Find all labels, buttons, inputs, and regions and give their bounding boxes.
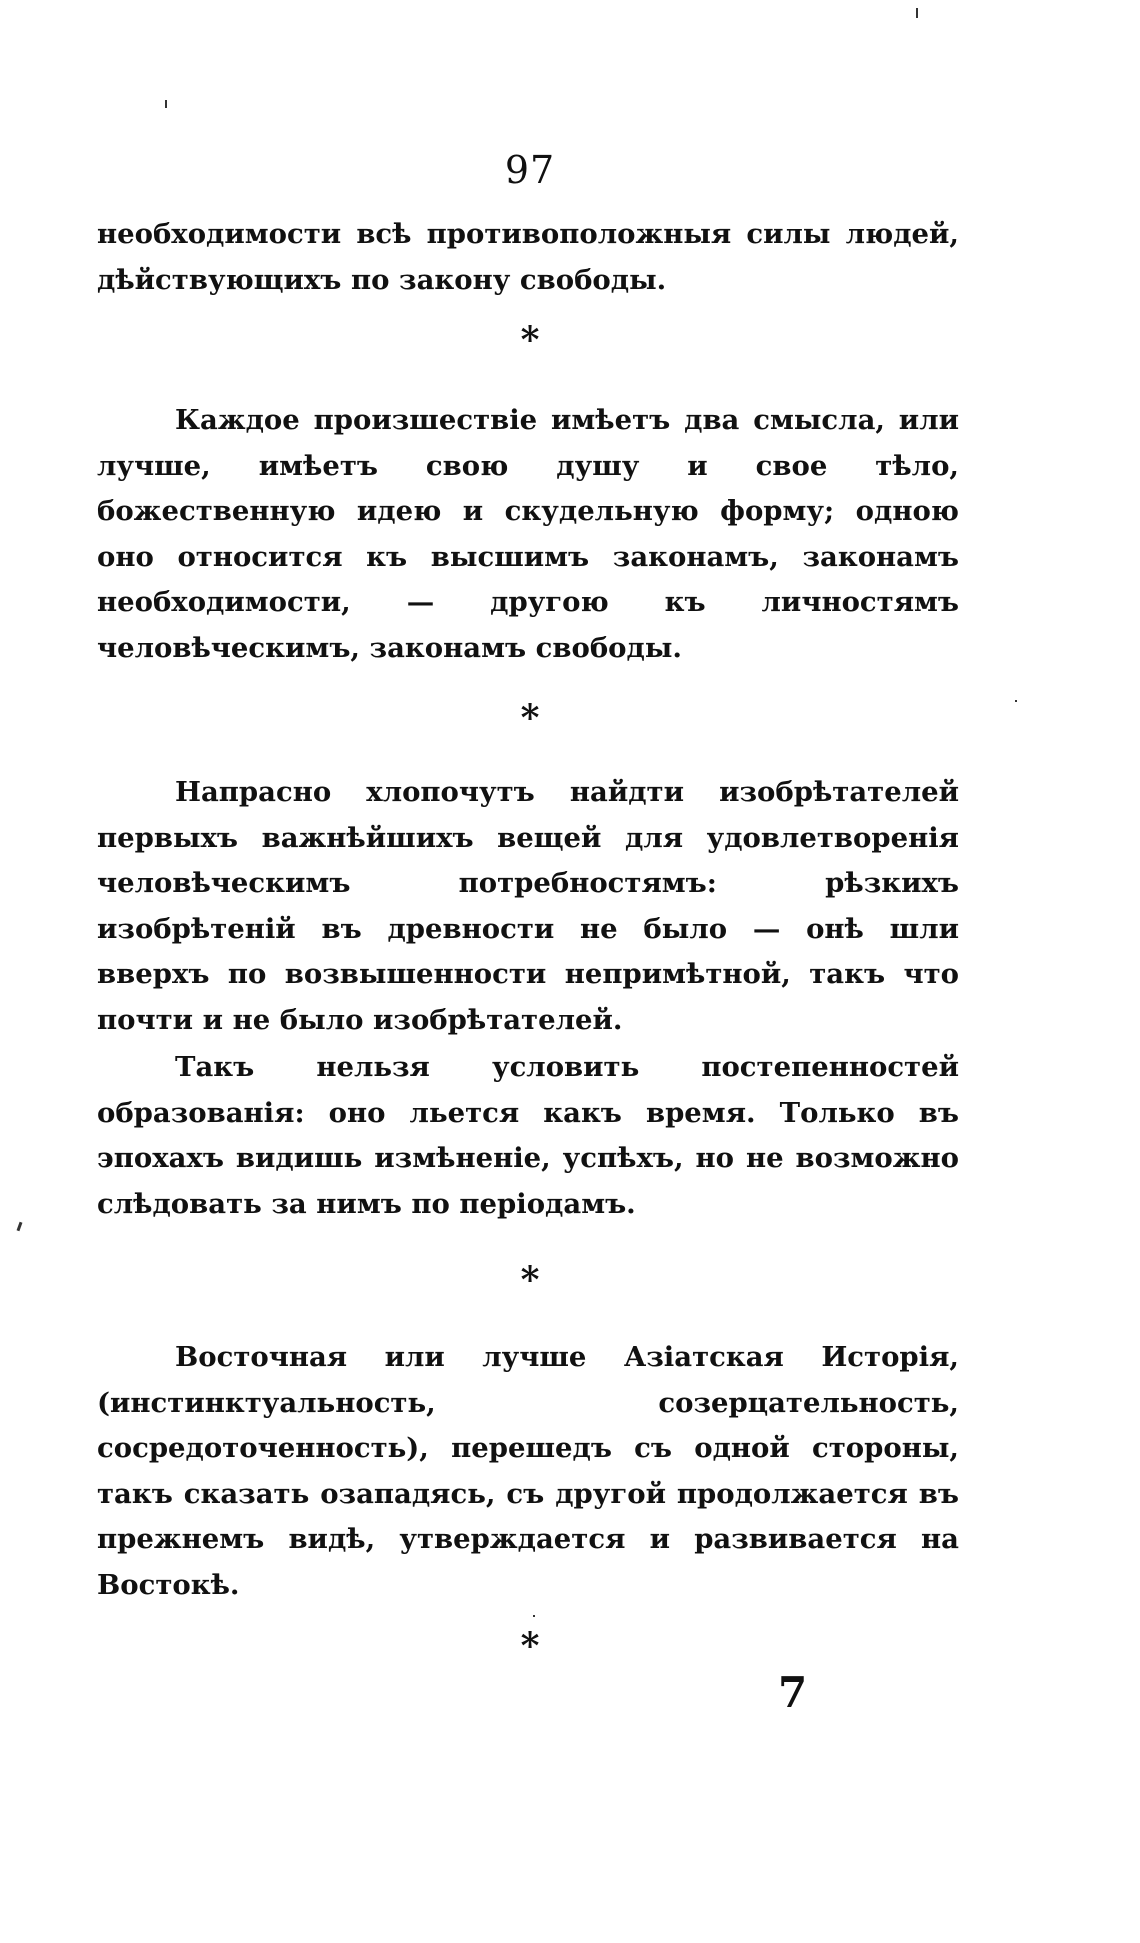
paragraph-text: Напрасно хлопочутъ найдти изобрѣтателей первыхъ важнѣйшихъ вещей для удовлетворенія человѣческимъ потребностямъ: рѣзкихъ изобрѣтеній въ древности не было — онѣ шли вверхъ по возвышенности непримѣтной, такъ что почти и не было изобрѣтателей.: [97, 776, 959, 1036]
paragraph-eastern-history: [97, 1335, 959, 1608]
paragraph-text: необходимости всѣ противоположныя силы людей, дѣйствующихъ по закону свободы.: [97, 218, 959, 296]
printer-signature-mark: 7: [778, 1668, 808, 1717]
scan-speck: [1015, 700, 1017, 702]
paragraph-events-meaning: [97, 398, 959, 671]
asterism-separator: *: [520, 1259, 540, 1301]
paragraph-text: Такъ нельзя условить постепенностей образованія: оно льется какъ время. Только въ эпохахъ видишь измѣненіе, успѣхъ, но не возможно слѣдовать за нимъ по періодамъ.: [97, 1051, 959, 1220]
paragraph-inventors: [97, 770, 959, 1043]
paragraph-education: [97, 1045, 959, 1227]
asterism-separator: *: [520, 319, 540, 361]
scan-speck: [17, 1222, 23, 1231]
paragraph-text: Каждое произшествіе имѣетъ два смысла, или лучше, имѣетъ свою душу и свое тѣло, божественную идею и скудельную форму; одною оно относится къ высшимъ законамъ, законамъ необходимости, — другою къ личностямъ человѣческимъ, законамъ свободы.: [97, 404, 959, 664]
page-number: 97: [504, 148, 556, 192]
asterism-separator: *: [520, 1625, 540, 1667]
paragraph-text: Восточная или лучше Азіатская Исторія, (инстинктуальность, созерцательность, сосредоточенность), перешедъ съ одной стороны, такъ сказать озападясь, съ другой продолжается въ прежнемъ видѣ, утверждается и развивается на Востокѣ.: [97, 1341, 959, 1601]
scan-speck: [165, 100, 167, 108]
paragraph-continuation: [97, 212, 959, 303]
scan-speck: [916, 8, 918, 18]
asterism-separator: *: [520, 697, 540, 739]
scan-speck: [533, 1615, 535, 1617]
